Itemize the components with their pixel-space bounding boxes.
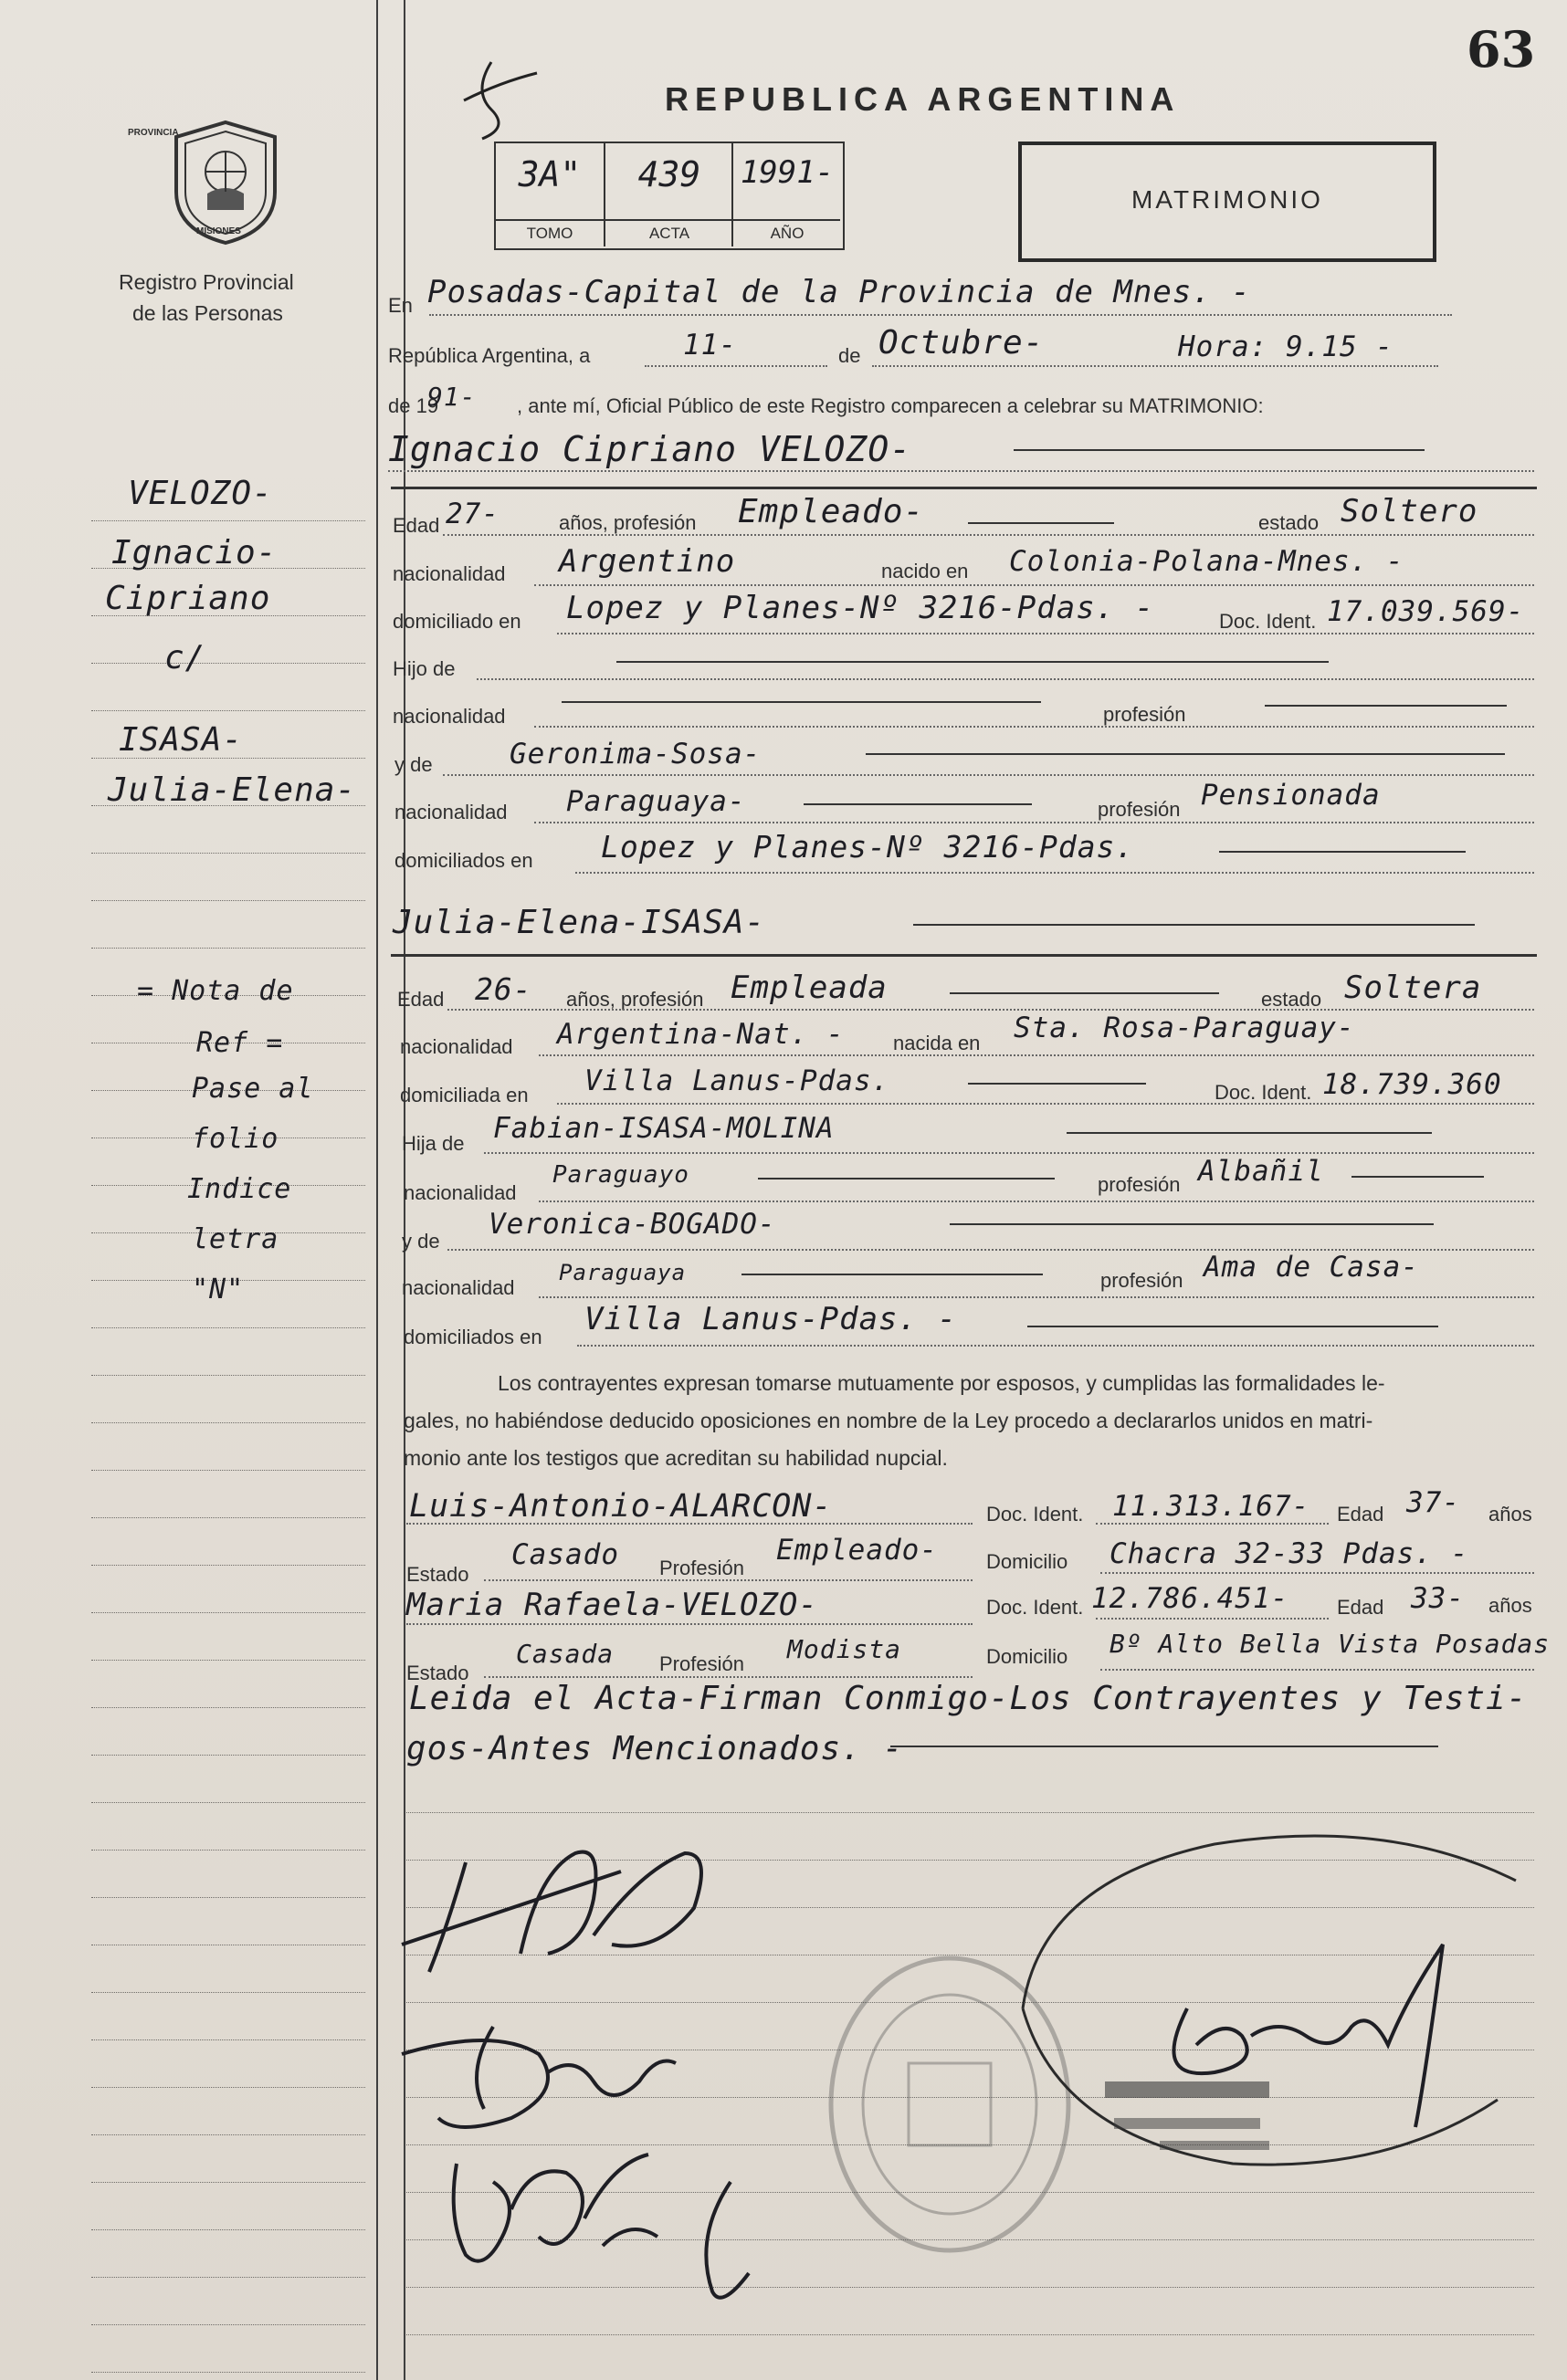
republica-label: República Argentina, a	[388, 344, 591, 367]
bride-father-nac-line	[539, 1200, 1534, 1202]
margin-rule	[91, 1755, 365, 1756]
month-line	[872, 365, 1438, 367]
bride-mother-nac-fill	[741, 1274, 1043, 1275]
bride-mother-nac: Paraguaya	[559, 1260, 687, 1285]
bride-mother: Veronica-BOGADO-	[489, 1208, 776, 1241]
registrar-initial-mark	[455, 55, 546, 146]
tomo-cell	[496, 142, 604, 246]
margin-rule	[91, 2039, 365, 2040]
witness-1-doc-label: Doc. Ident.	[986, 1503, 1084, 1526]
margin-rule	[91, 948, 365, 949]
month-value: Octubre-	[878, 324, 1045, 362]
witness-2-prof-label: Profesión	[659, 1652, 744, 1675]
doc-type-box	[1018, 142, 1436, 262]
margin-rule	[91, 1612, 365, 1613]
witness-2-dom-line	[1100, 1669, 1534, 1671]
signature-rule	[406, 2334, 1534, 2335]
witness-2-profesion: Modista	[787, 1634, 902, 1664]
groom-edad: 27-	[446, 498, 500, 530]
witness-2-name-line	[406, 1623, 973, 1625]
witness-2-edad-label: Edad	[1337, 1596, 1384, 1619]
margin-rule	[91, 1470, 365, 1471]
witness-2-anos-label: años	[1488, 1594, 1532, 1617]
bride-row1-line	[447, 1009, 1534, 1011]
tomo-value: 3A"	[518, 154, 582, 194]
groom-anos-prof-label: años, profesión	[559, 511, 697, 534]
bride-father-prof-fill	[1351, 1176, 1484, 1178]
bride-dom-fill	[968, 1083, 1146, 1085]
doc-type-label: MATRIMONIO	[1131, 185, 1323, 214]
witness-1-estado-label: Estado	[406, 1563, 469, 1586]
groom-parents-dom: Lopez y Planes-Nº 3216-Pdas.	[601, 829, 1135, 865]
groom-father-nac-line	[534, 726, 1534, 728]
groom-yde-label: y de	[394, 753, 433, 776]
bride-father: Fabian-ISASA-MOLINA	[493, 1112, 835, 1145]
acta-label: ACTA	[648, 225, 690, 242]
groom-father-prof-label: profesión	[1103, 703, 1186, 726]
groom-father-prof-fill	[1265, 705, 1507, 707]
year-prefix: de 19	[388, 394, 439, 417]
margin-rule	[91, 1565, 365, 1566]
groom-mother-prof-label: profesión	[1098, 798, 1181, 821]
bride-row2-line	[539, 1054, 1534, 1056]
bride-mother-prof-label: profesión	[1100, 1269, 1183, 1292]
margin-rule	[91, 2277, 365, 2278]
witness-1-prof-label: Profesión	[659, 1557, 744, 1579]
bride-mother-nac-label: nacionalidad	[402, 1276, 515, 1299]
declaration-line-2: gales, no habiéndose deducido oposiciones en nombre de la Ley procedo a declararlos unidos en matri-	[404, 1409, 1373, 1432]
margin-name-line: ISASA-	[119, 721, 244, 759]
bride-father-fill	[1067, 1132, 1432, 1134]
day-value: 11-	[683, 329, 737, 362]
bride-father-nac-label: nacionalidad	[404, 1181, 517, 1204]
margin-note-line: "N"	[192, 1274, 245, 1305]
seal-top-text: PROVINCIA	[128, 128, 179, 138]
bride-father-line	[484, 1152, 1534, 1154]
groom-doc-label: Doc. Ident.	[1219, 610, 1317, 633]
witness-1-name: Luis-Antonio-ALARCON-	[409, 1488, 833, 1525]
groom-estado-label: estado	[1258, 511, 1320, 534]
witness-2-estado: Casada	[516, 1639, 615, 1669]
witness-1-profesion: Empleado-	[776, 1534, 938, 1567]
hora-value: Hora: 9.15 -	[1178, 330, 1393, 363]
bride-profesion: Empleada	[731, 970, 888, 1006]
margin-rule	[91, 1327, 365, 1328]
bride-parents-dom-label: domiciliados en	[404, 1326, 542, 1348]
bride-name: Julia-Elena-ISASA-	[393, 904, 766, 941]
witness-1-dom-line	[1100, 1572, 1534, 1574]
margin-rule	[91, 1992, 365, 1993]
groom-father-line	[477, 678, 1534, 680]
margin-rule	[91, 1707, 365, 1708]
groom-row1-line	[443, 534, 1534, 536]
bride-father-prof-label: profesión	[1098, 1173, 1181, 1196]
margin-rule	[91, 2324, 365, 2325]
witness-1-doc: 11.313.167-	[1112, 1490, 1310, 1523]
groom-mother-nac-line	[534, 822, 1534, 823]
groom-doc: 17.039.569-	[1327, 595, 1525, 628]
margin-divider	[376, 0, 378, 2380]
groom-profesion: Empleado-	[738, 493, 925, 530]
witness-1-estado-line	[484, 1579, 973, 1581]
groom-mother-nac: Paraguaya-	[566, 785, 746, 818]
year-suffix: 91-	[427, 382, 477, 412]
groom-mother-nac-fill	[804, 803, 1032, 805]
groom-father-fill	[616, 661, 1329, 663]
margin-note-line: folio	[192, 1123, 279, 1155]
witness-1-edad: 37-	[1406, 1486, 1460, 1519]
groom-dom-label: domiciliado en	[393, 610, 521, 633]
bride-mother-nac-line	[539, 1296, 1534, 1298]
anio-cell	[731, 142, 841, 246]
closing-line-2: gos-Antes Mencionados. -	[406, 1730, 904, 1767]
margin-rule	[91, 2229, 365, 2230]
witness-1-name-line	[406, 1523, 973, 1525]
bride-mother-prof: Ama de Casa-	[1204, 1251, 1419, 1284]
acta-value: 439	[637, 154, 701, 194]
margin-rule	[91, 2134, 365, 2135]
bride-hija-label: Hija de	[402, 1132, 465, 1155]
bride-anos-prof-label: años, profesión	[566, 988, 704, 1011]
groom-row3-line	[557, 633, 1534, 634]
en-label: En	[388, 294, 413, 317]
groom-hijo-label: Hijo de	[393, 657, 456, 680]
margin-rule	[91, 2087, 365, 2088]
witness-2-estado-line	[484, 1676, 973, 1678]
groom-nac-label: nacionalidad	[393, 562, 506, 585]
declaration-line-3: monio ante los testigos que acreditan su habilidad nupcial.	[404, 1446, 948, 1470]
bride-nacida-en: Sta. Rosa-Paraguay-	[1014, 1012, 1355, 1044]
bride-parents-dom: Villa Lanus-Pdas. -	[584, 1301, 957, 1337]
margin-rule	[91, 710, 365, 711]
anio-label: AÑO	[770, 225, 805, 242]
bride-mother-fill	[950, 1223, 1434, 1225]
margin-rule	[91, 1517, 365, 1518]
closing-line-1: Leida el Acta-Firman Conmigo-Los Contrayentes y Testi-	[409, 1680, 1528, 1717]
intro-sentence: , ante mí, Oficial Público de este Registro comparecen a celebrar su MATRIMONIO:	[517, 394, 1264, 417]
bride-prof-fill	[950, 992, 1219, 994]
margin-rule	[91, 1375, 365, 1376]
witness-2-doc-line	[1096, 1618, 1329, 1620]
page-number: 63	[1467, 20, 1536, 79]
bride-dom-label: domiciliada en	[400, 1084, 529, 1106]
groom-mother-fill	[866, 753, 1505, 755]
bride-doc: 18.739.360	[1322, 1068, 1502, 1101]
margin-name-line: c/	[164, 639, 206, 676]
margin-rule	[91, 1660, 365, 1661]
margin-name-line: Cipriano	[105, 580, 271, 617]
registrar-signature-icon	[1004, 1808, 1534, 2282]
margin-rule	[91, 663, 365, 664]
margin-rule	[91, 1850, 365, 1851]
margin-note-line: Ref =	[196, 1027, 284, 1059]
groom-mother: Geronima-Sosa-	[510, 738, 762, 771]
bride-edad-label: Edad	[397, 988, 445, 1011]
groom-domicilio: Lopez y Planes-Nº 3216-Pdas. -	[566, 590, 1155, 626]
witness-2-name: Maria Rafaela-VELOZO-	[406, 1587, 818, 1623]
bride-yde-label: y de	[402, 1230, 440, 1253]
margin-note-line: letra	[192, 1223, 279, 1255]
groom-edad-label: Edad	[393, 514, 440, 537]
witness-2-doc-label: Doc. Ident.	[986, 1596, 1084, 1619]
closing-fill	[890, 1746, 1438, 1747]
bride-name-fill	[913, 924, 1475, 926]
margin-rule	[91, 1422, 365, 1423]
bride-doc-label: Doc. Ident.	[1215, 1081, 1312, 1104]
place-line	[429, 314, 1452, 316]
bride-parents-dom-fill	[1027, 1326, 1438, 1327]
witness-1-dom-label: Domicilio	[986, 1550, 1068, 1573]
groom-nacido-en: Colonia-Polana-Mnes. -	[1009, 545, 1404, 578]
country-heading: REPUBLICA ARGENTINA	[665, 80, 1181, 118]
seal-bottom-text: MISIONES	[196, 226, 241, 236]
tomo-label: TOMO	[526, 225, 573, 242]
margin-rule	[91, 1802, 365, 1803]
bride-estado-label: estado	[1261, 988, 1322, 1011]
groom-separator	[391, 487, 1537, 489]
margin-name-line: VELOZO-	[128, 475, 273, 512]
bride-parents-dom-line	[577, 1345, 1534, 1347]
margin-name-line: Julia-Elena-	[108, 771, 357, 809]
groom-parents-dom-label: domiciliados en	[394, 849, 533, 872]
groom-estado: Soltero	[1341, 493, 1478, 529]
bride-nacida-label: nacida en	[893, 1032, 981, 1054]
anio-value: 1991-	[740, 154, 835, 191]
registry-line-1: Registro Provincial	[119, 270, 294, 294]
bride-separator	[391, 954, 1537, 957]
day-line	[645, 365, 827, 367]
groom-nacido-label: nacido en	[881, 560, 969, 582]
witness-1-doc-line	[1096, 1523, 1329, 1525]
bride-father-prof: Albañil	[1198, 1155, 1324, 1188]
witness-1-edad-label: Edad	[1337, 1503, 1384, 1526]
witness-1-domicilio: Chacra 32-33 Pdas. -	[1110, 1537, 1469, 1570]
groom-row2-line	[534, 584, 1534, 586]
witness-1-estado: Casado	[511, 1538, 619, 1571]
witness-2-edad: 33-	[1411, 1582, 1465, 1615]
groom-parents-dom-fill	[1219, 851, 1466, 853]
groom-mother-prof: Pensionada	[1201, 779, 1381, 812]
margin-rule	[91, 520, 365, 521]
record-box-divider	[495, 219, 840, 221]
place-value: Posadas-Capital de la Provincia de Mnes. -	[427, 274, 1251, 310]
bride-nacionalidad: Argentina-Nat. -	[557, 1018, 845, 1051]
margin-name-line: Ignacio-	[111, 534, 278, 571]
witness-2-dom-label: Domicilio	[986, 1645, 1068, 1668]
bride-estado: Soltera	[1344, 970, 1482, 1006]
bride-father-nac-fill	[758, 1178, 1055, 1180]
acta-cell	[604, 142, 733, 246]
witness-1-anos-label: años	[1488, 1503, 1532, 1526]
groom-nacionalidad: Argentino	[559, 543, 736, 580]
witness-2-estado-label: Estado	[406, 1662, 469, 1684]
groom-name-line	[388, 470, 1534, 472]
bride-row3-line	[557, 1103, 1534, 1105]
groom-father-nac-label: nacionalidad	[393, 705, 506, 728]
groom-prof-fill	[968, 522, 1114, 524]
declaration-line-1: Los contrayentes expresan tomarse mutuamente por esposos, y cumplidas las formalidades le-	[498, 1371, 1385, 1395]
bride-nac-label: nacionalidad	[400, 1035, 513, 1058]
groom-mother-nac-label: nacionalidad	[394, 801, 508, 823]
margin-note-line: Indice	[187, 1173, 292, 1205]
margin-rule	[91, 1897, 365, 1898]
signatures-left-icon	[384, 1817, 813, 2328]
witness-2-doc: 12.786.451-	[1091, 1582, 1289, 1615]
groom-name-fill	[1014, 449, 1425, 451]
margin-note-line: = Nota de	[137, 975, 294, 1007]
groom-father-nac-fill	[562, 701, 1041, 703]
margin-rule	[91, 2372, 365, 2373]
margin-rule	[91, 2182, 365, 2183]
registry-line-2: de las Personas	[132, 301, 283, 325]
groom-mother-line	[443, 774, 1534, 776]
de-label: de	[838, 344, 861, 367]
bride-edad: 26-	[475, 971, 532, 1007]
bride-domicilio: Villa Lanus-Pdas.	[584, 1064, 890, 1097]
margin-rule	[91, 853, 365, 854]
margin-note-line: Pase al	[192, 1073, 314, 1105]
groom-parents-dom-line	[575, 872, 1534, 874]
margin-rule	[91, 900, 365, 901]
witness-2-domicilio: Bº Alto Bella Vista Posadas	[1110, 1629, 1551, 1659]
groom-name: Ignacio Cipriano VELOZO-	[388, 429, 912, 469]
bride-father-nac: Paraguayo	[552, 1161, 689, 1189]
